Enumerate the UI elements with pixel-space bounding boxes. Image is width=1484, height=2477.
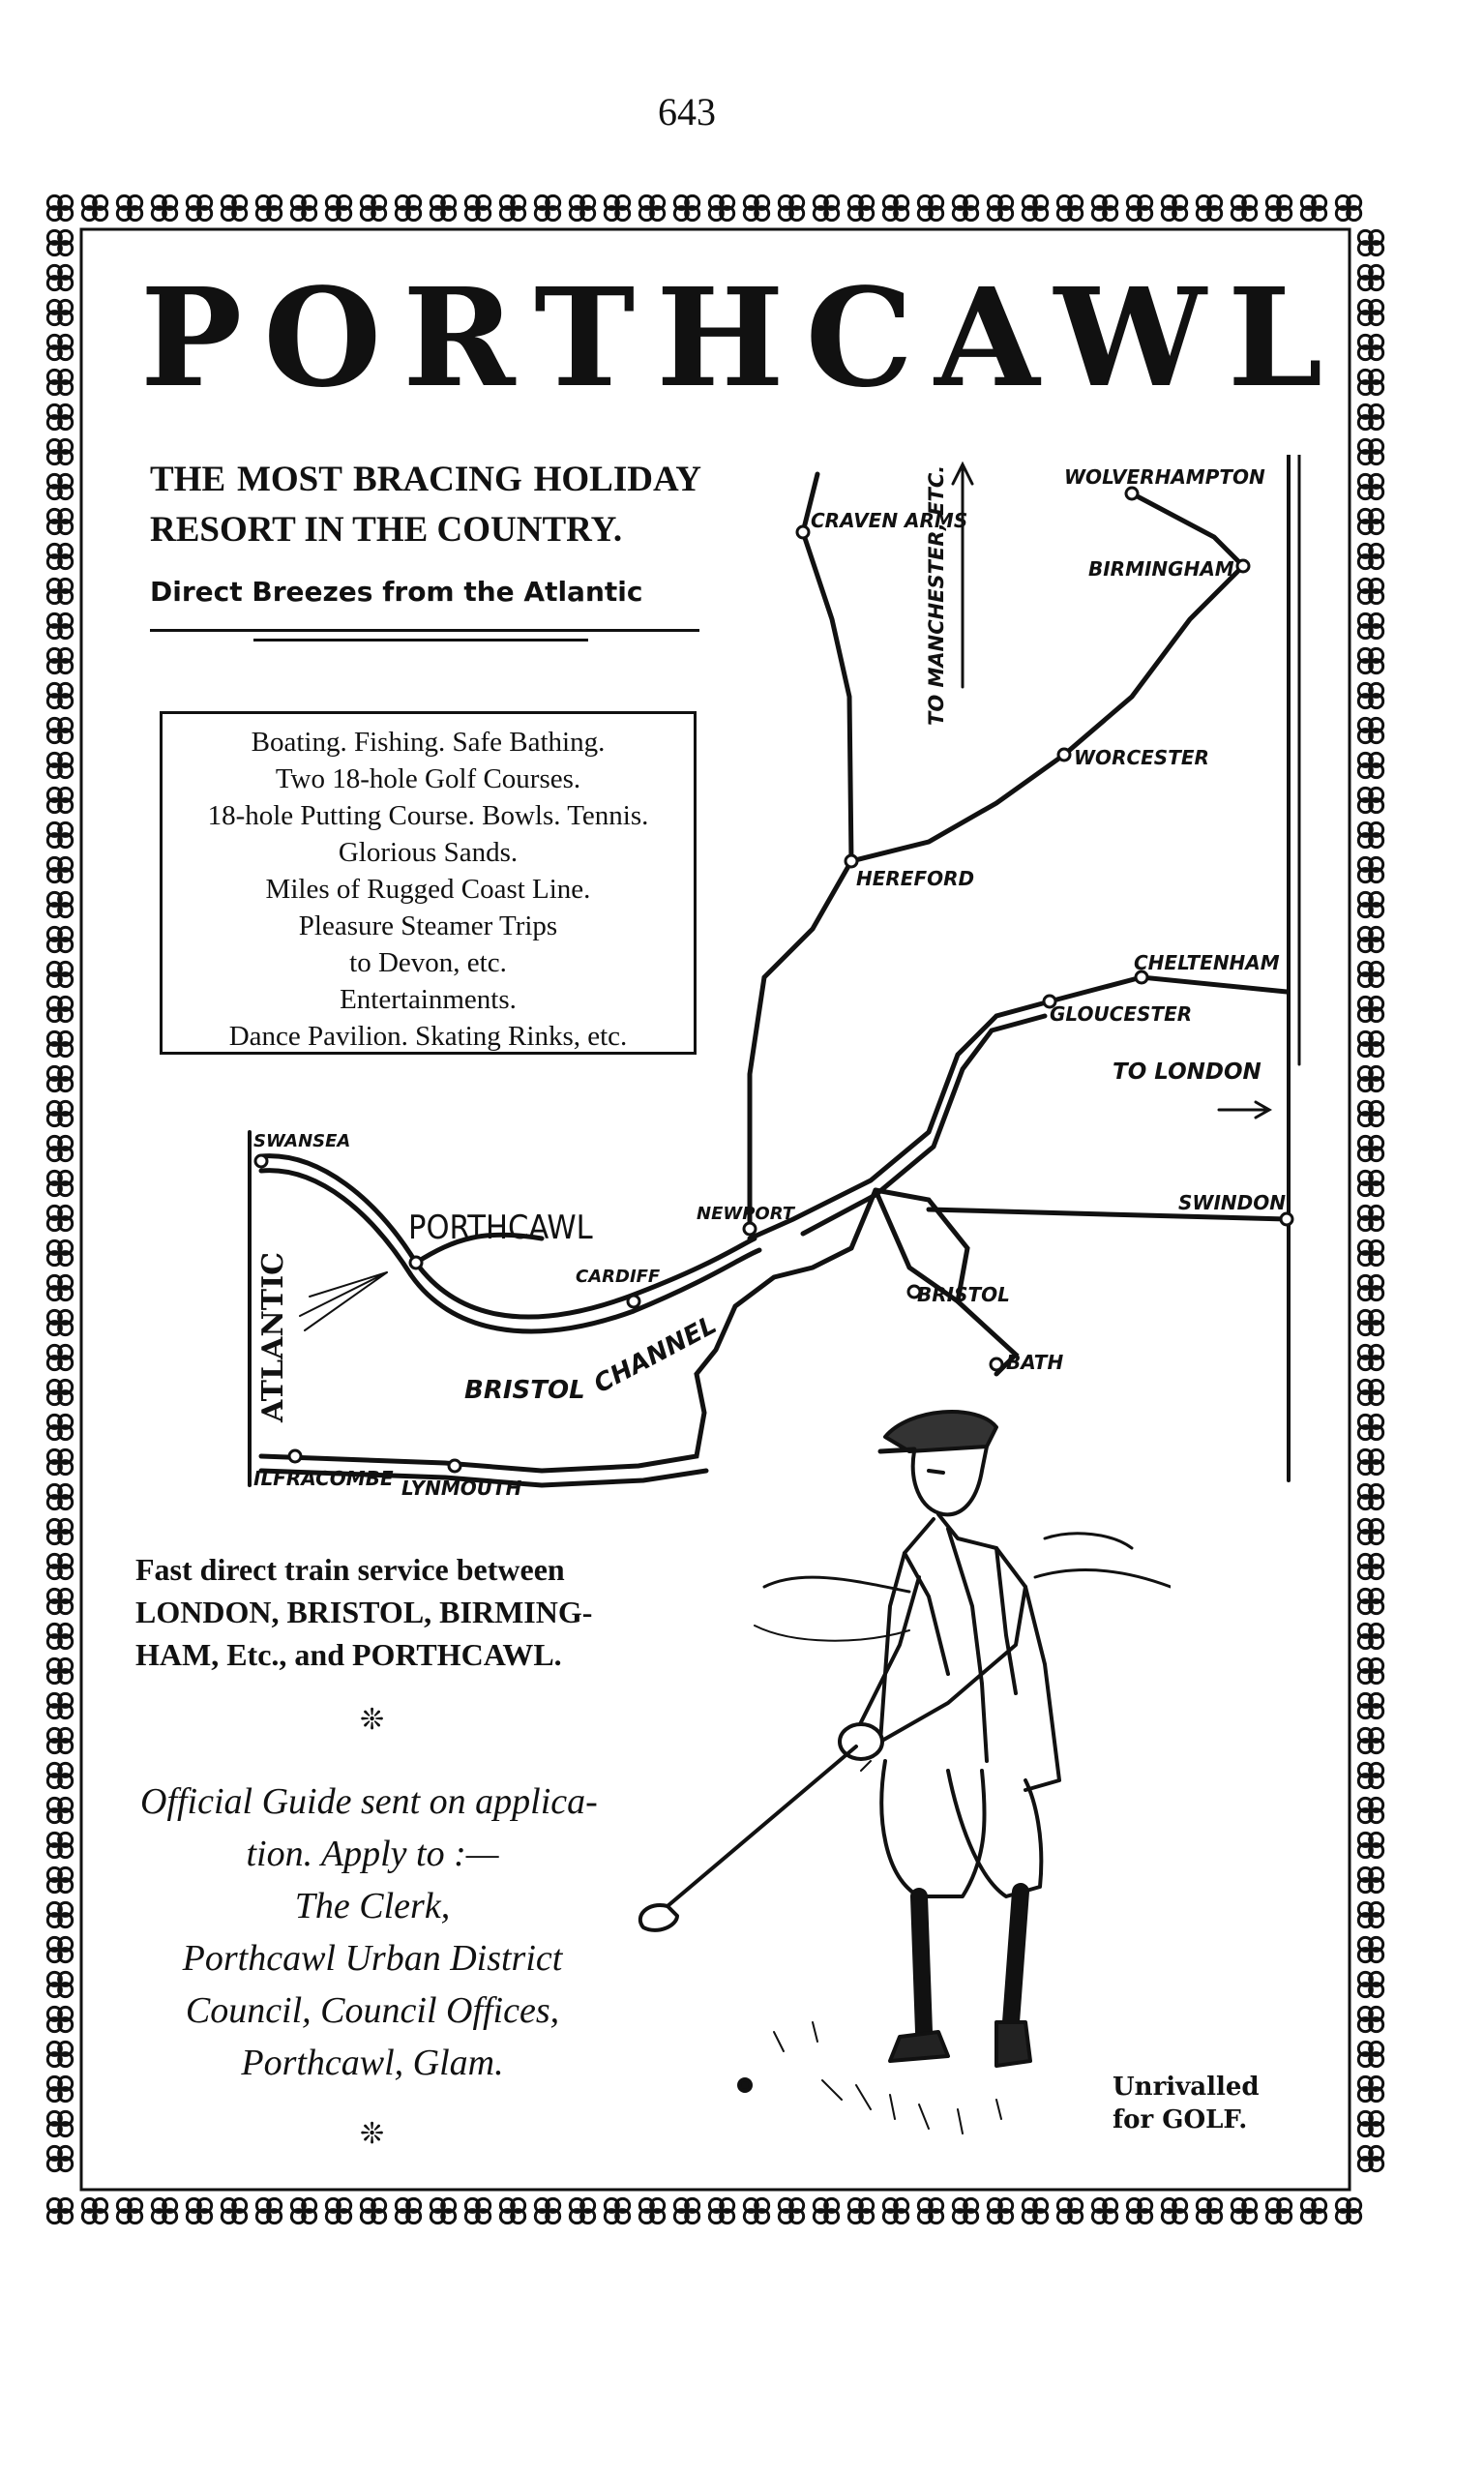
border-flower — [47, 753, 72, 777]
map-label-lynmouth: LYNMOUTH — [401, 1477, 522, 1500]
border-flower — [47, 509, 72, 533]
border-flower — [1266, 195, 1291, 220]
border-flower — [47, 613, 72, 638]
border-flower — [918, 195, 942, 220]
border-flower — [1358, 1693, 1382, 1717]
border-flower — [47, 1763, 72, 1787]
border-flower — [1232, 2198, 1256, 2223]
border-flower — [222, 2198, 246, 2223]
border-flower — [1358, 1380, 1382, 1404]
border-flower — [291, 2198, 315, 2223]
border-flower — [1358, 753, 1382, 777]
border-flower — [639, 195, 664, 220]
border-flower — [1127, 195, 1151, 220]
border-flower — [1358, 230, 1382, 254]
border-flower — [47, 335, 72, 359]
border-flower — [1197, 195, 1221, 220]
border-flower — [1358, 1275, 1382, 1299]
border-flower — [47, 2042, 72, 2066]
border-flower — [47, 1624, 72, 1648]
border-flower — [779, 195, 803, 220]
border-flower — [291, 195, 315, 220]
border-flower — [1358, 509, 1382, 533]
map-label-birmingham: BIRMINGHAM — [1088, 557, 1234, 581]
border-flower — [47, 1798, 72, 1822]
border-flower — [1358, 788, 1382, 812]
border-flower — [117, 195, 141, 220]
border-flower — [1358, 300, 1382, 324]
border-flower — [396, 2198, 420, 2223]
border-flower — [152, 195, 176, 220]
border-flower — [47, 1554, 72, 1578]
border-flower — [47, 404, 72, 429]
border-flower — [47, 2146, 72, 2170]
border-flower — [1358, 1449, 1382, 1474]
border-flower — [396, 195, 420, 220]
border-flower — [1358, 683, 1382, 707]
amenity-line: Entertainments. — [340, 984, 517, 1015]
border-flower — [1358, 370, 1382, 394]
page-title: PORTHCAWL — [140, 259, 1345, 418]
border-flower — [47, 1589, 72, 1613]
border-flower — [953, 195, 977, 220]
border-flower — [430, 2198, 455, 2223]
border-flower — [465, 195, 490, 220]
border-flower — [1358, 544, 1382, 568]
border-flower — [47, 1449, 72, 1474]
border-flower — [47, 1937, 72, 1961]
golf-caption — [1113, 2071, 1287, 2136]
border-flower — [187, 2198, 211, 2223]
amenity-line: to Devon, etc. — [349, 947, 507, 978]
border-flower — [1358, 1171, 1382, 1195]
border-flower — [256, 2198, 281, 2223]
border-flower — [47, 892, 72, 916]
border-flower — [1358, 2042, 1382, 2066]
border-flower — [674, 195, 698, 220]
border-flower — [1358, 1136, 1382, 1160]
guide-line: Porthcawl, Glam. — [241, 2043, 504, 2083]
border-flower — [47, 857, 72, 881]
border-flower — [82, 195, 106, 220]
map-label-craven-arms: CRAVEN ARMS — [811, 509, 968, 532]
border-flower — [500, 195, 524, 220]
border-flower — [47, 1240, 72, 1265]
border-flower — [47, 370, 72, 394]
border-flower — [535, 195, 559, 220]
border-flower — [47, 962, 72, 986]
border-flower — [1092, 195, 1116, 220]
border-flower — [47, 683, 72, 707]
border-flower — [1358, 997, 1382, 1021]
amenity-line: Miles of Rugged Coast Line. — [265, 874, 591, 905]
border-flower — [1358, 1728, 1382, 1752]
border-flower — [117, 2198, 141, 2223]
border-flower — [47, 2076, 72, 2101]
border-flower — [47, 1380, 72, 1404]
border-flower — [47, 1833, 72, 1857]
border-flower — [1358, 1554, 1382, 1578]
border-flower — [47, 579, 72, 603]
border-flower — [47, 822, 72, 847]
border-flower — [500, 2198, 524, 2223]
border-flower — [1197, 2198, 1221, 2223]
border-flower — [47, 1171, 72, 1195]
guide-line: tion. Apply to :— — [246, 1834, 499, 1874]
border-flower — [1358, 1031, 1382, 1056]
border-flower — [47, 474, 72, 498]
border-flower — [1358, 1206, 1382, 1230]
border-flower — [744, 195, 768, 220]
border-flower — [1358, 822, 1382, 847]
border-flower — [430, 195, 455, 220]
border-flower — [1358, 1589, 1382, 1613]
border-flower — [1023, 195, 1047, 220]
border-flower — [1358, 927, 1382, 951]
border-flower — [1336, 2198, 1360, 2223]
map-label-to-london: TO LONDON — [1113, 1059, 1261, 1085]
train-service-text: Fast direct train service between LONDON, BRISTOL, BIRMING-HAM, Etc., and PORTHCAWL. — [135, 1552, 593, 1672]
official-guide-text — [126, 1776, 619, 2089]
golf-caption-line-2: for GOLF. — [1113, 2105, 1248, 2134]
border-flower — [1162, 195, 1186, 220]
border-flower — [1358, 1763, 1382, 1787]
border-flower — [47, 1066, 72, 1090]
breezes-subtitle: Direct Breezes from the Atlantic — [150, 576, 643, 608]
border-flower — [47, 300, 72, 324]
border-flower — [1358, 1484, 1382, 1508]
border-flower — [47, 1275, 72, 1299]
map-label-bristol: BRISTOL — [917, 1283, 1010, 1306]
border-flower — [47, 1136, 72, 1160]
map-label-cardiff: CARDIFF — [576, 1267, 661, 1287]
golfer-illustration — [629, 1355, 1171, 2206]
border-flower — [47, 1310, 72, 1334]
border-flower — [1358, 962, 1382, 986]
border-flower — [1358, 613, 1382, 638]
border-flower — [1358, 892, 1382, 916]
map-label-wolverhampton: WOLVERHAMPTON — [1064, 465, 1265, 489]
border-flower — [1266, 2198, 1291, 2223]
border-flower — [47, 1206, 72, 1230]
border-flower — [47, 1728, 72, 1752]
border-flower — [187, 195, 211, 220]
border-flower — [1358, 1867, 1382, 1892]
border-flower — [535, 2198, 559, 2223]
border-flower — [1358, 579, 1382, 603]
guide-line: Official Guide sent on applica- — [140, 1781, 598, 1822]
amenity-line: Boating. Fishing. Safe Bathing. — [251, 727, 606, 758]
guide-line: Porthcawl Urban District — [182, 1938, 563, 1979]
border-flower — [465, 2198, 490, 2223]
border-flower — [1358, 474, 1382, 498]
border-flower — [570, 195, 594, 220]
border-flower — [1358, 1833, 1382, 1857]
border-flower — [1358, 439, 1382, 463]
border-flower — [361, 2198, 385, 2223]
border-flower — [605, 195, 629, 220]
border-flower — [1358, 2111, 1382, 2135]
guide-line: The Clerk, — [294, 1886, 451, 1926]
border-flower — [1358, 1902, 1382, 1926]
map-label-swindon: SWINDON — [1178, 1191, 1286, 1214]
border-flower — [47, 997, 72, 1021]
map-label-newport: NEWPORT — [697, 1204, 795, 1224]
border-flower — [1358, 404, 1382, 429]
border-flower — [1358, 648, 1382, 672]
border-flower — [47, 927, 72, 951]
border-flower — [1358, 2007, 1382, 2031]
amenity-line: 18-hole Putting Course. Bowls. Tennis. — [207, 800, 649, 831]
golf-caption-line-1: Unrivalled — [1113, 2073, 1260, 2102]
border-flower — [47, 195, 72, 220]
border-flower — [47, 544, 72, 568]
guide-line: Council, Council Offices, — [185, 1990, 560, 2031]
border-flower — [814, 195, 838, 220]
border-flower — [1358, 1937, 1382, 1961]
border-flower — [1358, 1519, 1382, 1543]
border-flower — [47, 1693, 72, 1717]
border-flower — [1057, 195, 1082, 220]
amenity-line: Two 18-hole Golf Courses. — [275, 763, 581, 794]
border-flower — [326, 2198, 350, 2223]
amenity-line: Dance Pavilion. Skating Rinks, etc. — [228, 1021, 628, 1052]
amenity-line: Glorious Sands. — [338, 837, 519, 868]
map-label-gloucester: GLOUCESTER — [1050, 1002, 1193, 1026]
border-flower — [47, 1345, 72, 1369]
border-flower — [1358, 1798, 1382, 1822]
border-flower — [47, 1902, 72, 1926]
border-flower — [1301, 195, 1325, 220]
amenity-line: Pleasure Steamer Trips — [298, 910, 558, 941]
border-flower — [709, 195, 733, 220]
border-flower — [47, 1867, 72, 1892]
border-flower — [47, 439, 72, 463]
map-label-porthcawl: PORTHCAWL — [408, 1209, 593, 1247]
map-label-cheltenham: CHELTENHAM — [1134, 951, 1280, 974]
border-flower — [47, 2111, 72, 2135]
border-flower — [1358, 1066, 1382, 1090]
border-flower — [1358, 2146, 1382, 2170]
border-flower — [605, 2198, 629, 2223]
map-label-to-manchester: TO MANCHESTER, ETC. — [925, 464, 948, 726]
border-flower — [47, 1415, 72, 1439]
border-flower — [988, 195, 1012, 220]
border-flower — [1232, 195, 1256, 220]
map-label-bristol-channel-1: BRISTOL — [464, 1376, 585, 1405]
border-flower — [1358, 1624, 1382, 1648]
border-flower — [47, 1031, 72, 1056]
map-label-ilfracombe: ILFRACOMBE — [253, 1467, 394, 1490]
border-flower — [47, 2198, 72, 2223]
border-flower — [1358, 1310, 1382, 1334]
border-flower — [1358, 1658, 1382, 1683]
border-flower — [47, 1484, 72, 1508]
border-flower — [47, 2007, 72, 2031]
border-flower — [1358, 1101, 1382, 1125]
border-flower — [47, 230, 72, 254]
border-flower — [1358, 335, 1382, 359]
border-flower — [326, 195, 350, 220]
ornament-icon: ❊ — [360, 1703, 385, 1737]
map-label-atlantic: ATLANTIC — [256, 1252, 290, 1422]
border-flower — [361, 195, 385, 220]
border-flower — [1358, 265, 1382, 289]
border-flower — [1358, 2076, 1382, 2101]
border-flower — [47, 265, 72, 289]
border-flower — [1358, 1972, 1382, 1996]
border-flower — [152, 2198, 176, 2223]
map-label-bristol-channel-2: CHANNEL — [589, 1310, 722, 1400]
border-flower — [47, 648, 72, 672]
border-flower — [47, 1658, 72, 1683]
border-flower — [222, 195, 246, 220]
border-flower — [47, 1519, 72, 1543]
page-number: 643 — [658, 90, 716, 134]
border-flower — [82, 2198, 106, 2223]
ornament-icon: ❊ — [360, 2117, 385, 2151]
border-flower — [1336, 195, 1360, 220]
border-flower — [256, 195, 281, 220]
border-flower — [848, 195, 873, 220]
map-label-worcester: WORCESTER — [1074, 746, 1209, 769]
border-flower — [47, 788, 72, 812]
border-flower — [1301, 2198, 1325, 2223]
border-flower — [1358, 718, 1382, 742]
border-flower — [1358, 1240, 1382, 1265]
border-flower — [1358, 1345, 1382, 1369]
border-flower — [883, 195, 907, 220]
map-label-bath: BATH — [1006, 1351, 1064, 1374]
border-flower — [570, 2198, 594, 2223]
border-flower — [1358, 1415, 1382, 1439]
map-label-swansea: SWANSEA — [253, 1131, 351, 1151]
map-label-hereford: HEREFORD — [856, 867, 975, 890]
border-flower — [47, 1972, 72, 1996]
tagline: THE MOST BRACING HOLIDAY RESORT IN THE COUNTRY. — [150, 460, 701, 550]
border-flower — [47, 1101, 72, 1125]
border-flower — [47, 718, 72, 742]
border-flower — [1358, 857, 1382, 881]
